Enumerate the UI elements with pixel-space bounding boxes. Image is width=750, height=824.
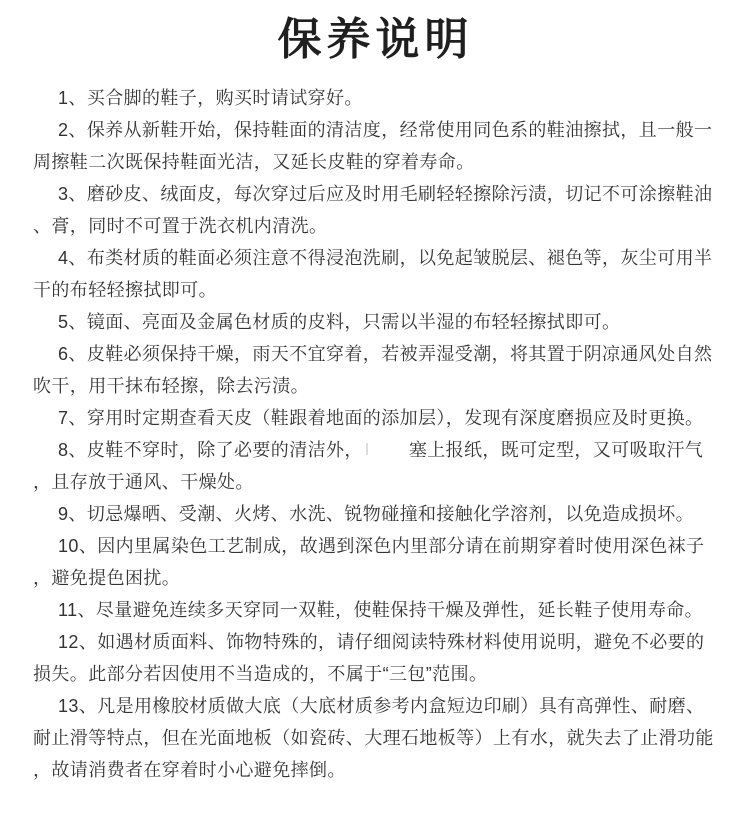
item-number: 6、 [58,344,87,364]
care-item-4 [33,242,718,306]
item-number: 13、 [58,696,98,716]
care-item-5 [33,306,718,338]
care-item-3 [33,178,718,242]
page-title: 保养说明 [277,14,474,65]
item-text: 塞上报纸，既可定型，又可吸取汗气，且存放于通风、干燥处。 [33,440,704,492]
item-number: 8、 [58,440,87,460]
care-item-12 [33,626,718,690]
item-number: 4、 [58,248,87,268]
item-number: 1、 [58,88,87,108]
item-number: 10、 [58,536,98,556]
item-number: 2、 [58,120,87,140]
item-text: 切忌爆晒、受潮、火烤、水洗、锐物碰撞和接触化学溶剂，以免造成损坏。 [86,504,695,524]
care-item-7 [33,402,718,434]
item-text: 皮鞋不穿时，除了必要的清洁外， [86,440,363,460]
item-text: 布类材质的鞋面必须注意不得浸泡洗刷，以免起皱脱层、褪色等，灰尘可用半干的布轻轻擦拭即可。 [33,248,713,300]
item-text: 保养从新鞋开始，保持鞋面的清洁度，经常使用同色系的鞋油擦拭，且一般一周擦鞋二次既保持鞋面光洁，又延长皮鞋的穿着寿命。 [33,120,713,172]
item-text: 皮鞋必须保持干燥，雨天不宜穿着，若被弄湿受潮，将其置于阴凉通风处自然吹干，用干抹布轻擦，除去污渍。 [33,344,713,396]
care-item-10 [33,530,718,594]
care-item-13 [33,690,718,786]
item-number: 3、 [58,184,87,204]
care-item-11 [33,594,718,626]
item-number: 7、 [58,408,87,428]
care-item-6 [33,338,718,402]
item-number: 9、 [58,504,87,524]
item-text: 如遇材质面料、饰物特殊的，请仔细阅读特殊材料使用说明，避免不必要的损失。此部分若因使用不当造成的，不属于“三包”范围。 [33,632,705,684]
item-number: 11、 [58,600,96,620]
care-item-8 [33,434,718,498]
care-instructions-document [0,12,750,786]
care-item-1 [33,82,718,114]
care-item-9 [33,498,718,530]
item-text: 穿用时定期查看天皮（鞋跟着地面的添加层），发现有深度磨损应及时更换。 [86,408,704,428]
item-number: 12、 [58,632,98,652]
care-item-2 [33,114,718,178]
item-text: 因内里属染色工艺制成，故遇到深色内里部分请在前期穿着时使用深色袜子，避免提色困扰。 [33,536,705,588]
item-text: 磨砂皮、绒面皮，每次穿过后应及时用毛刷轻轻擦除污渍，切记不可涂擦鞋油、膏，同时不可置于洗衣机内清洗。 [33,184,713,236]
item-text: 尽量避免连续多天穿同一双鞋，使鞋保持干燥及弹性，延长鞋子使用寿命。 [95,600,704,620]
item-text: 镜面、亮面及金属色材质的皮料，只需以半湿的布轻轻擦拭即可。 [86,312,621,332]
item-number: 5、 [58,312,87,332]
item-text: 凡是用橡胶材质做大底（大底材质参考内盒短边印刷）具有高弹性、耐磨、耐止滑等特点，但在光面地板（如瓷砖、大理石地板等）上有水，就失去了止滑功能，故请消费者在穿着时小心避免摔倒。 [33,696,714,780]
item-text: 买合脚的鞋子，购买时请试穿好。 [86,88,363,108]
erased-text-gap [363,455,409,456]
